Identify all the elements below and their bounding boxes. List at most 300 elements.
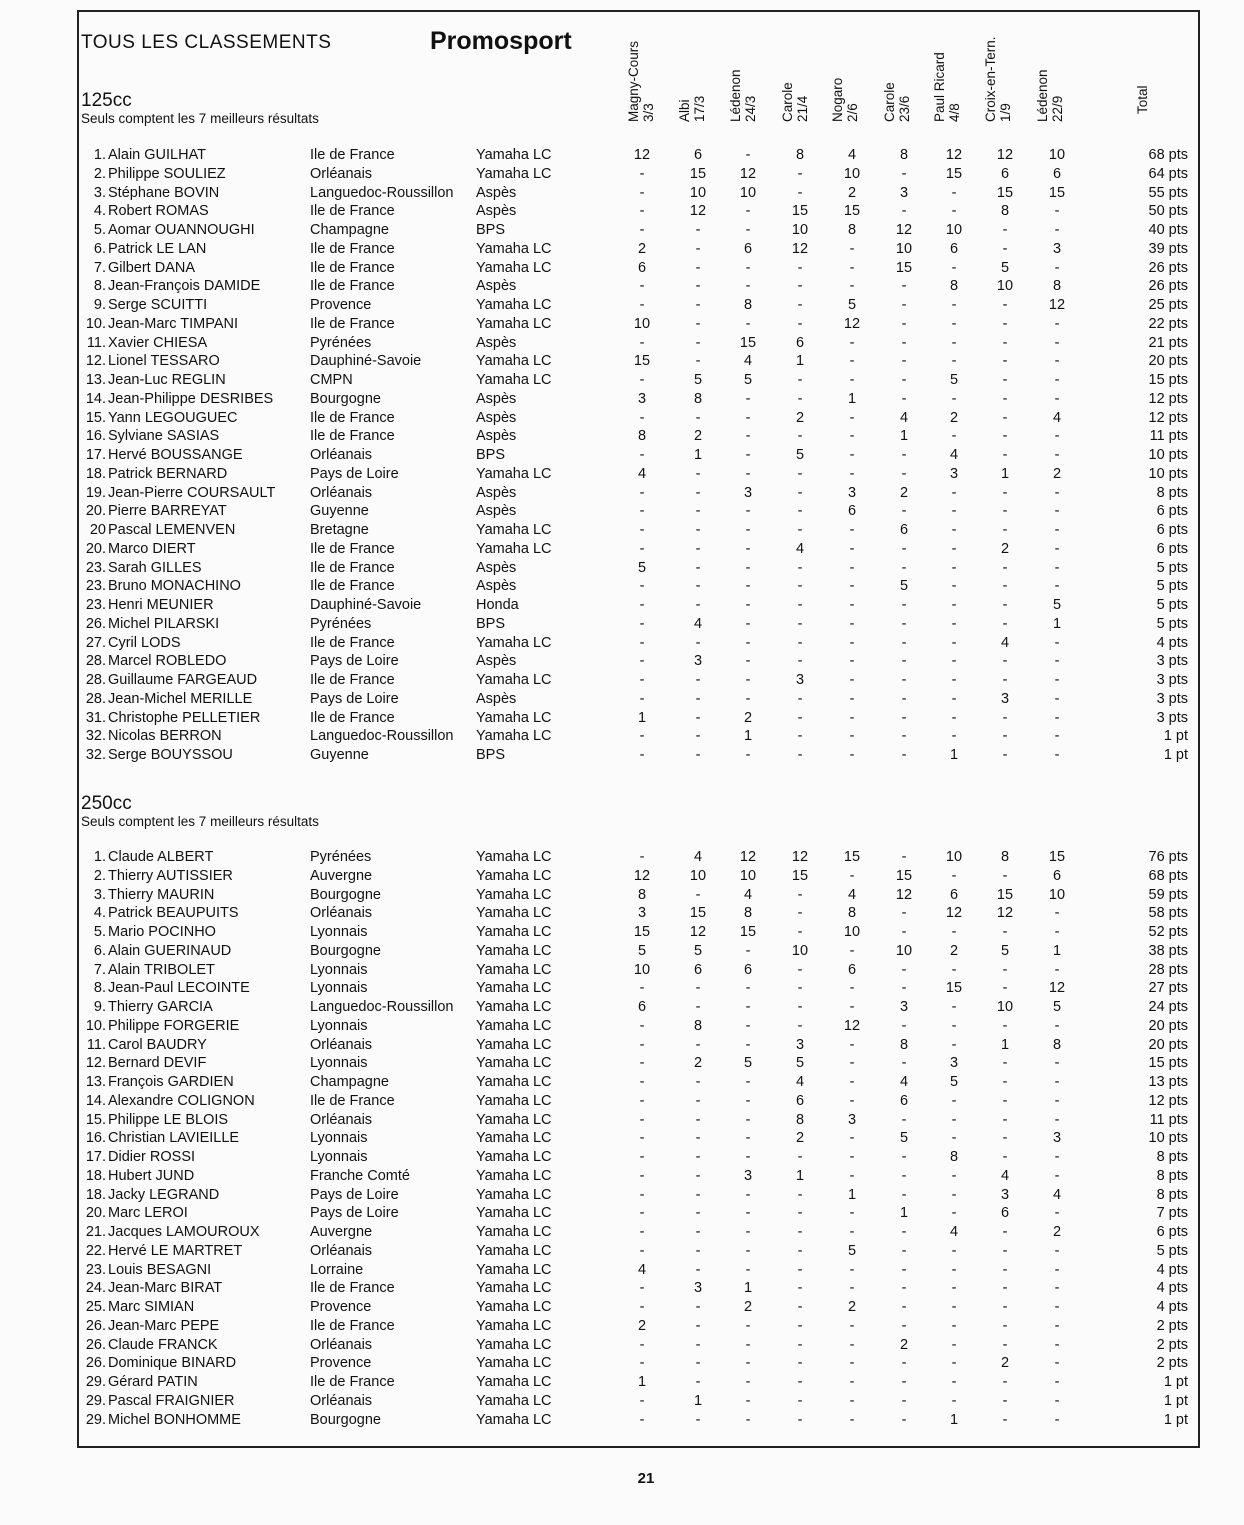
rank-cell: 10. (85, 1017, 106, 1034)
points-cell: - (695, 578, 701, 595)
table-row (0, 502, 1244, 521)
points-cell: - (901, 653, 907, 670)
rider-name-cell: Jean-Marc BIRAT (108, 1280, 223, 1297)
points-cell: - (951, 1205, 957, 1222)
points-cell: - (745, 1336, 751, 1353)
points-cell: - (901, 1374, 907, 1390)
team-cell: Yamaha LC (476, 1392, 552, 1409)
points-cell: - (639, 1130, 645, 1147)
points-cell: 1 (1052, 615, 1062, 632)
points-cell: - (1054, 522, 1060, 538)
table-row (0, 652, 1244, 671)
points-cell: 4 (847, 886, 857, 903)
points-cell: - (951, 1336, 957, 1353)
table-row (0, 727, 1244, 746)
table-row (0, 1279, 1244, 1298)
team-cell: Yamaha LC (476, 1017, 552, 1034)
points-cell: - (639, 634, 645, 651)
points-cell: - (951, 999, 957, 1015)
rank-cell: 1. (93, 147, 106, 163)
brand-title: Promosport (430, 27, 572, 55)
points-cell: - (1002, 615, 1008, 632)
table-row (0, 1223, 1244, 1242)
league-cell: Bourgogne (310, 390, 381, 407)
points-cell: - (745, 409, 751, 426)
rank-cell: 23. (85, 1261, 106, 1278)
table-row (0, 1411, 1244, 1430)
points-cell: - (849, 465, 855, 482)
points-cell: 6 (899, 1092, 909, 1109)
league-cell: Ile de France (310, 578, 395, 595)
points-cell: - (901, 559, 907, 576)
points-cell: - (1054, 1149, 1060, 1165)
points-cell: - (849, 1055, 855, 1072)
team-cell: Yamaha LC (476, 942, 552, 959)
points-cell: 10 (689, 867, 707, 884)
points-cell: 8 (743, 297, 753, 313)
points-cell: - (745, 634, 751, 651)
points-cell: - (849, 1224, 855, 1240)
points-cell: - (901, 503, 907, 520)
points-cell: - (639, 540, 645, 557)
points-cell: 5 (1052, 999, 1062, 1015)
table-row (0, 390, 1244, 409)
points-cell: - (639, 1074, 645, 1090)
column-header-line1: Nogaro (830, 77, 845, 122)
points-cell: - (1054, 634, 1060, 651)
rider-name-cell: Jacky LEGRAND (108, 1186, 220, 1203)
points-cell: - (639, 372, 645, 388)
points-cell: - (639, 1224, 645, 1240)
points-cell: - (901, 1186, 907, 1203)
section-title-250cc: 250cc (81, 793, 132, 814)
points-cell: 3 (693, 653, 703, 670)
column-header-line2: 23/6 (897, 95, 912, 122)
rank-cell: 21. (85, 1224, 106, 1240)
points-cell: - (951, 690, 957, 707)
rider-name-cell: Patrick BEAUPUITS (108, 905, 239, 922)
points-cell: 8 (899, 1036, 909, 1053)
table-row (0, 1298, 1244, 1317)
points-cell: - (951, 1111, 957, 1128)
table-row (0, 334, 1244, 353)
rider-name-cell: Thierry MAURIN (108, 886, 215, 903)
points-cell: - (797, 1392, 803, 1409)
rider-name-cell: Jean-Paul LECOINTE (108, 980, 250, 997)
points-cell: 3 (743, 484, 753, 501)
points-cell: - (797, 1299, 803, 1315)
league-cell: Pays de Loire (310, 690, 399, 707)
points-cell: - (1054, 653, 1060, 670)
points-cell: - (695, 672, 701, 688)
points-cell: 15 (895, 259, 913, 276)
points-cell: - (901, 1392, 907, 1409)
total-cell: 25 pts (1148, 297, 1188, 313)
total-cell: 4 pts (1156, 1299, 1188, 1315)
points-cell: 2 (949, 409, 959, 426)
points-cell: - (849, 409, 855, 426)
points-cell: - (695, 1167, 701, 1184)
rider-name-cell: Jean-Marc TIMPANI (108, 315, 238, 332)
team-cell: Yamaha LC (476, 297, 552, 313)
column-header-carole-2 (882, 82, 912, 122)
league-cell: Languedoc-Roussillon (310, 184, 454, 201)
league-cell: Franche Comté (310, 1167, 410, 1184)
points-cell: - (695, 353, 701, 370)
table-row (0, 165, 1244, 184)
points-cell: - (1002, 961, 1008, 978)
total-cell: 52 pts (1148, 924, 1188, 940)
points-cell: 1 (693, 1392, 703, 1409)
total-cell: 3 pts (1156, 653, 1188, 670)
points-cell: - (639, 222, 645, 238)
rank-cell: 27. (85, 634, 106, 651)
points-cell: - (1054, 259, 1060, 276)
league-cell: Ile de France (310, 409, 395, 426)
points-cell: - (695, 1242, 701, 1259)
column-header-paul-ricard (932, 52, 962, 122)
points-cell: 1 (847, 1186, 857, 1203)
points-cell: - (901, 203, 907, 220)
column-header-line2: 24/3 (743, 95, 758, 122)
team-cell: Yamaha LC (476, 1111, 552, 1128)
points-cell: - (639, 747, 645, 763)
points-cell: 8 (1000, 203, 1010, 220)
points-cell: 3 (949, 1055, 959, 1072)
points-cell: - (639, 849, 645, 865)
section-note-125cc: Seuls comptent les 7 meilleurs résultats (81, 111, 319, 126)
rank-cell: 26. (85, 1336, 106, 1353)
points-cell: - (797, 297, 803, 313)
points-cell: - (849, 1092, 855, 1109)
points-cell: 1 (795, 1167, 805, 1184)
total-cell: 5 pts (1156, 615, 1188, 632)
points-cell: 1 (637, 1374, 647, 1390)
league-cell: Bourgogne (310, 942, 381, 959)
rider-name-cell: Patrick BERNARD (108, 465, 228, 482)
points-cell: - (849, 447, 855, 463)
points-cell: - (745, 1186, 751, 1203)
points-cell: - (797, 165, 803, 182)
points-cell: 5 (743, 1055, 753, 1072)
rank-cell: 32. (85, 728, 106, 745)
total-cell: 76 pts (1148, 849, 1188, 865)
points-cell: - (1054, 690, 1060, 707)
points-cell: - (901, 1317, 907, 1334)
rider-name-cell: Xavier CHIESA (108, 334, 208, 351)
league-cell: Pays de Loire (310, 465, 399, 482)
points-cell: - (901, 709, 907, 726)
points-cell: - (901, 465, 907, 482)
league-cell: Ile de France (310, 315, 395, 332)
points-cell: - (745, 1130, 751, 1147)
points-cell: 2 (1000, 540, 1010, 557)
points-cell: - (745, 428, 751, 445)
league-cell: Pyrénées (310, 615, 372, 632)
team-cell: Yamaha LC (476, 728, 552, 745)
points-cell: - (849, 372, 855, 388)
league-cell: Lyonnais (310, 980, 368, 997)
points-cell: - (849, 709, 855, 726)
rank-cell: 18. (85, 1167, 106, 1184)
total-cell: 15 pts (1148, 372, 1188, 388)
rider-name-cell: Nicolas BERRON (108, 728, 222, 745)
rider-name-cell: Hervé BOUSSANGE (108, 447, 243, 463)
points-cell: - (695, 597, 701, 613)
points-cell: - (695, 980, 701, 997)
column-header-line2: 2/6 (845, 103, 860, 122)
points-cell: 3 (899, 184, 909, 201)
points-cell: 4 (693, 849, 703, 865)
total-cell: 8 pts (1156, 1186, 1188, 1203)
rider-name-cell: Jean-Luc REGLIN (108, 372, 226, 388)
points-cell: 1 (1052, 942, 1062, 959)
points-cell: 3 (1052, 1130, 1062, 1147)
points-cell: - (951, 484, 957, 501)
points-cell: - (849, 240, 855, 257)
points-cell: - (695, 1336, 701, 1353)
points-cell: - (1002, 1130, 1008, 1147)
team-cell: Yamaha LC (476, 1411, 552, 1428)
points-cell: - (745, 1149, 751, 1165)
points-cell: - (901, 1355, 907, 1372)
team-cell: Aspès (476, 690, 517, 707)
points-cell: - (849, 428, 855, 445)
total-cell: 6 pts (1156, 522, 1188, 538)
column-header-line1: Lédenon (1035, 69, 1050, 122)
points-cell: 12 (895, 886, 913, 903)
rider-name-cell: Didier ROSSI (108, 1149, 196, 1165)
points-cell: - (695, 1149, 701, 1165)
points-cell: 4 (1000, 634, 1010, 651)
points-cell: - (797, 1149, 803, 1165)
league-cell: Ile de France (310, 672, 395, 688)
league-cell: Pyrénées (310, 849, 372, 865)
points-cell: - (901, 1280, 907, 1297)
points-cell: - (639, 1411, 645, 1428)
points-cell: - (745, 503, 751, 520)
rank-cell: 15. (85, 1111, 106, 1128)
points-cell: - (797, 1280, 803, 1297)
points-cell: 2 (1052, 1224, 1062, 1240)
league-cell: Ile de France (310, 203, 395, 220)
table-row (0, 923, 1244, 942)
league-cell: Guyenne (310, 747, 369, 763)
points-cell: - (951, 428, 957, 445)
rider-name-cell: Guillaume FARGEAUD (108, 672, 258, 688)
league-cell: CMPN (310, 372, 353, 388)
rider-name-cell: Sylviane SASIAS (108, 428, 220, 445)
points-cell: - (951, 1299, 957, 1315)
rank-cell: 2. (93, 165, 106, 182)
points-cell: 1 (899, 428, 909, 445)
points-cell: 1 (847, 390, 857, 407)
points-cell: - (1054, 1355, 1060, 1372)
rank-cell: 22. (85, 1242, 106, 1259)
rank-cell: 16. (85, 428, 106, 445)
points-cell: - (639, 597, 645, 613)
points-cell: 12 (689, 203, 707, 220)
table-row (0, 184, 1244, 203)
rider-name-cell: Alexandre COLIGNON (108, 1092, 255, 1109)
points-cell: 6 (795, 1092, 805, 1109)
points-cell: 8 (693, 1017, 703, 1034)
table-row (0, 259, 1244, 278)
league-cell: Pays de Loire (310, 1205, 399, 1222)
points-cell: - (745, 559, 751, 576)
points-cell: 8 (847, 222, 857, 238)
points-cell: - (849, 1205, 855, 1222)
points-cell: 15 (633, 924, 651, 940)
points-cell: 2 (743, 709, 753, 726)
total-cell: 10 pts (1148, 465, 1188, 482)
points-cell: - (849, 942, 855, 959)
league-cell: Orléanais (310, 165, 373, 182)
points-cell: - (1054, 672, 1060, 688)
points-cell: - (745, 1111, 751, 1128)
column-header-line2: 21/4 (795, 95, 810, 122)
points-cell: - (849, 540, 855, 557)
points-cell: - (901, 297, 907, 313)
points-cell: - (797, 999, 803, 1015)
rider-name-cell: Jean-Philippe DESRIBES (108, 390, 274, 407)
points-cell: - (695, 259, 701, 276)
points-cell: - (797, 690, 803, 707)
points-cell: - (1002, 1092, 1008, 1109)
points-cell: - (1002, 447, 1008, 463)
points-cell: 15 (996, 184, 1014, 201)
rank-cell: 14. (85, 390, 106, 407)
team-cell: Yamaha LC (476, 999, 552, 1015)
points-cell: - (797, 709, 803, 726)
rider-name-cell: Pascal LEMENVEN (108, 522, 236, 538)
table-row (0, 1186, 1244, 1205)
points-cell: - (849, 1036, 855, 1053)
points-cell: 5 (899, 1130, 909, 1147)
points-cell: - (1054, 315, 1060, 332)
table-row (0, 559, 1244, 578)
table-row (0, 1054, 1244, 1073)
points-cell: - (639, 653, 645, 670)
rank-cell: 9. (93, 297, 106, 313)
rider-name-cell: Philippe SOULIEZ (108, 165, 226, 182)
points-cell: - (849, 1261, 855, 1278)
table-row (0, 942, 1244, 961)
league-cell: Bourgogne (310, 886, 381, 903)
total-cell: 28 pts (1148, 961, 1188, 978)
league-cell: Dauphiné-Savoie (310, 597, 422, 613)
total-cell: 1 pt (1163, 728, 1188, 745)
points-cell: - (695, 709, 701, 726)
points-cell: - (1002, 297, 1008, 313)
rank-cell: 24. (85, 1280, 106, 1297)
points-cell: - (951, 390, 957, 407)
points-cell: - (1054, 578, 1060, 595)
points-cell: - (951, 559, 957, 576)
points-cell: - (1054, 372, 1060, 388)
points-cell: 1 (743, 728, 753, 745)
points-cell: - (849, 1411, 855, 1428)
points-cell: - (1002, 867, 1008, 884)
points-cell: - (1054, 1336, 1060, 1353)
table-row (0, 221, 1244, 240)
points-cell: - (745, 942, 751, 959)
league-cell: Orléanais (310, 1111, 373, 1128)
points-cell: 2 (693, 1055, 703, 1072)
league-cell: Ile de France (310, 1280, 395, 1297)
points-cell: - (849, 1167, 855, 1184)
points-cell: - (1002, 672, 1008, 688)
rank-cell: 3. (93, 184, 106, 201)
rider-name-cell: Bruno MONACHINO (108, 578, 241, 595)
league-cell: Provence (310, 297, 372, 313)
points-cell: 10 (739, 867, 757, 884)
points-cell: - (1002, 1055, 1008, 1072)
points-cell: - (797, 615, 803, 632)
points-cell: - (1054, 1392, 1060, 1409)
points-cell: 3 (1000, 1186, 1010, 1203)
points-cell: - (1054, 1205, 1060, 1222)
points-cell: - (797, 924, 803, 940)
rank-cell: 11. (86, 1036, 106, 1053)
points-cell: - (639, 484, 645, 501)
team-cell: Yamaha LC (476, 1242, 552, 1259)
points-cell: - (849, 259, 855, 276)
points-cell: - (1054, 1111, 1060, 1128)
total-cell: 4 pts (1156, 1261, 1188, 1278)
points-cell: - (797, 503, 803, 520)
rider-name-cell: Stéphane BOVIN (108, 184, 220, 201)
column-header-line2: 4/8 (947, 103, 962, 122)
rank-cell: 31. (85, 709, 106, 726)
rank-cell: 19. (85, 484, 106, 501)
table-row (0, 615, 1244, 634)
points-cell: - (639, 1149, 645, 1165)
points-cell: - (1054, 747, 1060, 763)
points-cell: - (901, 615, 907, 632)
points-cell: - (639, 690, 645, 707)
points-cell: - (951, 1242, 957, 1259)
rider-name-cell: Michel PILARSKI (108, 615, 220, 632)
rider-name-cell: Patrick LE LAN (108, 240, 207, 257)
points-cell: 8 (743, 905, 753, 922)
points-cell: - (1002, 653, 1008, 670)
points-cell: - (695, 484, 701, 501)
league-cell: Orléanais (310, 484, 373, 501)
table-row (0, 540, 1244, 559)
table-row (0, 1392, 1244, 1411)
league-cell: Lyonnais (310, 1149, 368, 1165)
points-cell: - (639, 1336, 645, 1353)
points-cell: 6 (1052, 165, 1062, 182)
points-cell: - (849, 747, 855, 763)
points-cell: - (1054, 484, 1060, 501)
points-cell: 15 (1048, 184, 1066, 201)
points-cell: - (639, 278, 645, 295)
points-cell: 5 (1000, 942, 1010, 959)
team-cell: Yamaha LC (476, 1036, 552, 1053)
rank-cell: 17. (85, 1149, 106, 1165)
league-cell: Lorraine (310, 1261, 364, 1278)
points-cell: - (1054, 961, 1060, 978)
total-cell: 6 pts (1156, 1224, 1188, 1240)
points-cell: - (745, 1317, 751, 1334)
points-cell: 10 (945, 222, 963, 238)
team-cell: Yamaha LC (476, 924, 552, 940)
points-cell: 12 (996, 905, 1014, 922)
rank-cell: 6. (93, 240, 106, 257)
points-cell: - (901, 390, 907, 407)
